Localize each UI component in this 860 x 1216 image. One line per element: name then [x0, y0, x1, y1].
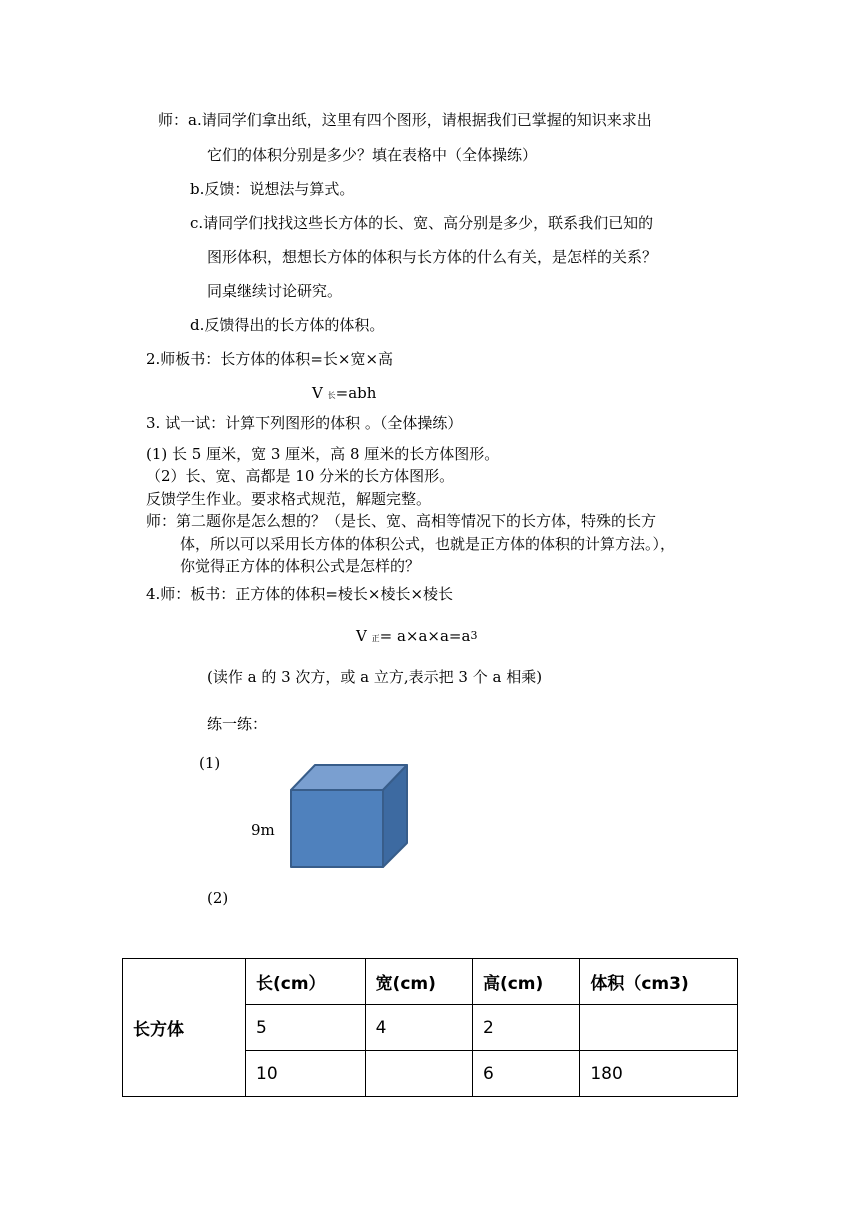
cell-length: 5	[246, 1005, 366, 1051]
cell-width	[365, 1051, 472, 1097]
row-label-cuboid: 长方体	[123, 959, 246, 1097]
paragraph-b: b.反馈：说想法与算式。	[190, 180, 355, 198]
cell-length: 10	[246, 1051, 366, 1097]
formula-rest: = a×a×a=a	[379, 627, 471, 645]
practice-item-2-number: (2)	[207, 889, 229, 907]
cell-height: 2	[472, 1005, 579, 1051]
cube-figure	[286, 760, 412, 872]
formula-subscript: 长	[327, 391, 336, 400]
paragraph-a-line-1: 师：a.请同学们拿出纸，这里有四个图形，请根据我们已掌握的知识来求出	[158, 111, 652, 129]
formula-v: V	[312, 384, 323, 402]
formula-subscript: 正	[371, 634, 380, 643]
paragraph-c-line-1: c.请同学们找找这些长方体的长、宽、高分别是多少，联系我们已知的	[190, 214, 654, 232]
cube-front-face	[291, 790, 383, 867]
teacher-question-line-2: 体，所以可以采用长方体的体积公式，也就是正方体的体积的计算方法。），	[180, 535, 676, 553]
header-volume: 体积（cm3)	[580, 959, 738, 1005]
teacher-question-line-3: 你觉得正方体的体积公式是怎样的？	[180, 557, 421, 575]
paragraph-c-line-2: 图形体积，想想长方体的体积与长方体的什么有关，是怎样的关系？	[207, 248, 658, 266]
practice-heading: 练一练：	[207, 715, 268, 733]
cube-edge-label: 9m	[251, 821, 275, 839]
cell-volume: 180	[580, 1051, 738, 1097]
feedback-line: 反馈学生作业。要求格式规范，解题完整。	[146, 490, 432, 508]
cuboid-table	[122, 958, 738, 1097]
paragraph-a-line-2: 它们的体积分别是多少？填在表格中（全体操练）	[207, 146, 538, 164]
teacher-question-line-1: 师：第二题你是怎么想的？（是长、宽、高相等情况下的长方体，特殊的长方	[146, 512, 657, 530]
try-it-heading: 3. 试一试：计算下列图形的体积 。（全体操练）	[146, 414, 463, 432]
exercise-2: （2）长、宽、高都是 10 分米的长方体图形。	[146, 467, 455, 485]
formula-rest: =abh	[335, 384, 377, 402]
header-height: 高(cm)	[472, 959, 579, 1005]
cuboid-formula	[312, 383, 376, 406]
formula-v: V	[356, 627, 367, 645]
cell-width: 4	[365, 1005, 472, 1051]
cell-height: 6	[472, 1051, 579, 1097]
board-writing-cuboid: 2.师板书：长方体的体积=长×宽×高	[146, 350, 394, 368]
board-writing-cube: 4.师：板书：正方体的体积=棱长×棱长×棱长	[146, 585, 454, 603]
paragraph-c-line-3: 同桌继续讨论研究。	[207, 282, 343, 300]
exercise-1: (1) 长 5 厘米，宽 3 厘米，高 8 厘米的长方体图形。	[146, 445, 500, 463]
reading-note: (读作 a 的 3 次方，或 a 立方,表示把 3 个 a 相乘)	[207, 668, 543, 686]
header-width: 宽(cm)	[365, 959, 472, 1005]
practice-item-1-number: (1)	[199, 754, 221, 772]
formula-exponent: 3	[470, 629, 478, 642]
cell-volume	[580, 1005, 738, 1051]
cube-formula	[356, 626, 477, 649]
paragraph-d: d.反馈得出的长方体的体积。	[190, 316, 385, 334]
header-length: 长(cm）	[246, 959, 366, 1005]
table-row	[123, 959, 738, 1005]
